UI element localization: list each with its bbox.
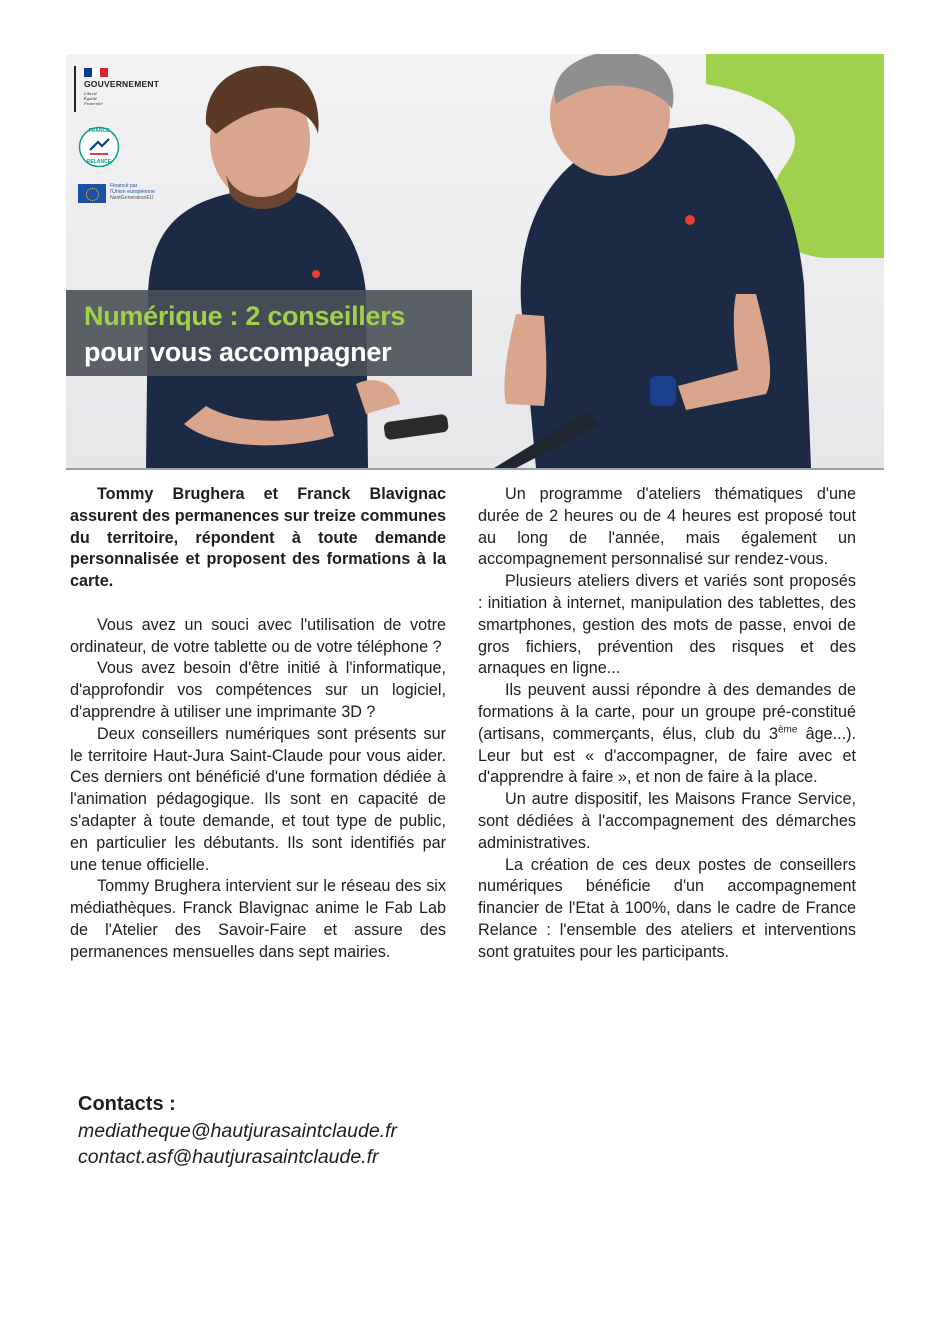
- eu-label-2: l'Union européenne: [110, 189, 155, 196]
- article-paragraph: Deux conseillers numériques sont présents sur le territoire Haut-Jura Saint-Claude pour vous aider. Ces derniers ont bénéficié d'une formation dédiée à l'animation pédagogique. Ils sont en capacité de s'adapter à toute demande, et tout type de public, en particulier les débutants. Ils sont identifiés par une tenue officielle.: [70, 724, 446, 874]
- france-relance-logo: [78, 126, 120, 168]
- article-paragraph: [478, 680, 856, 789]
- article-text: âge...). Leur but est « d'accompagner, de faire avec et d'apprendre à faire », et non de faire à la place.: [478, 724, 856, 787]
- hero-photo: [66, 54, 884, 468]
- devise-fraternite: Fraternité: [84, 101, 103, 106]
- article-paragraph: Tommy Brughera intervient sur le réseau des six médiathèques. Franck Blavignac anime le Fab Lab de l'Atelier des Savoir-Faire et assure des permanences mensuelles dans sept mairies.: [70, 877, 446, 961]
- article-paragraph: La création de ces deux postes de conseillers numériques bénéficie d'un accompagnement financier de l'Etat à 100%, dans le cadre de France Relance : l'ensemble des ateliers et interventions sont gratuites pour les participants.: [478, 855, 856, 961]
- article-lead: Tommy Brughera et Franck Blavignac assurent des permanences sur treize communes du territoire, répondent à toute demande personnalisée et proposent des formations à la carte.: [70, 485, 446, 591]
- article-title-line2: pour vous accompagner: [84, 337, 392, 367]
- email-mediatheque[interactable]: mediatheque@hautjurasaintclaude.fr: [78, 1120, 397, 1142]
- contacts-block: [78, 1090, 397, 1170]
- france-relance-label-top: FRANCE: [88, 128, 110, 134]
- devise-egalite: Égalité: [84, 96, 97, 101]
- email-asf[interactable]: contact.asf@hautjurasaintclaude.fr: [78, 1146, 379, 1168]
- article-column-right: [478, 484, 856, 964]
- article-title-box: [66, 290, 472, 376]
- hero-divider: [66, 468, 884, 470]
- eu-label-3: NextGenerationEU: [110, 195, 154, 202]
- article-paragraph: Un programme d'ateliers thématiques d'une durée de 2 heures ou de 4 heures est proposé tout au long de l'année, mais également un accompagnement personnalisé sur rendez-vous.: [478, 485, 856, 569]
- advisor-left: [146, 66, 449, 468]
- article-text: Ils peuvent aussi répondre à des demandes de formations à la carte, pour un groupe pré-constitué (artisans, commerçants, élus, club du 3: [478, 681, 856, 743]
- marianne-flag-icon: [84, 68, 108, 77]
- article-paragraph: Un autre dispositif, les Maisons France Service, sont dédiées à l'accompagnement des démarches administratives.: [478, 790, 856, 852]
- article-paragraph: Vous avez besoin d'être initié à l'informatique, d'approfondir vos compétences sur un logiciel, d'apprendre à utiliser une imprimante 3D ?: [70, 659, 446, 721]
- advisor-right: [494, 54, 811, 468]
- eu-flag-icon: [78, 184, 106, 203]
- gouvernement-label: GOUVERNEMENT: [84, 79, 160, 89]
- article-title-line1: Numérique : 2 conseillers: [84, 301, 406, 331]
- ordinal-suffix: ème: [777, 724, 798, 736]
- conseillers-photo: [66, 54, 884, 468]
- france-relance-label-bottom: RELANCE: [86, 159, 112, 165]
- article-paragraph: Plusieurs ateliers divers et variés sont proposés : initiation à internet, manipulation des tablettes, des smartphones, gestion des mots de passe, envoi de gros fichiers, prévention des risques et des arnaques en ligne...: [478, 572, 856, 678]
- eu-label-1: Financé par: [110, 183, 138, 189]
- contacts-title: Contacts :: [78, 1093, 176, 1115]
- article-paragraph: Vous avez un souci avec l'utilisation de votre ordinateur, de votre tablette ou de votre téléphone ?: [70, 615, 446, 656]
- article-column-left: [70, 484, 446, 964]
- devise-liberte: Liberté: [84, 91, 97, 96]
